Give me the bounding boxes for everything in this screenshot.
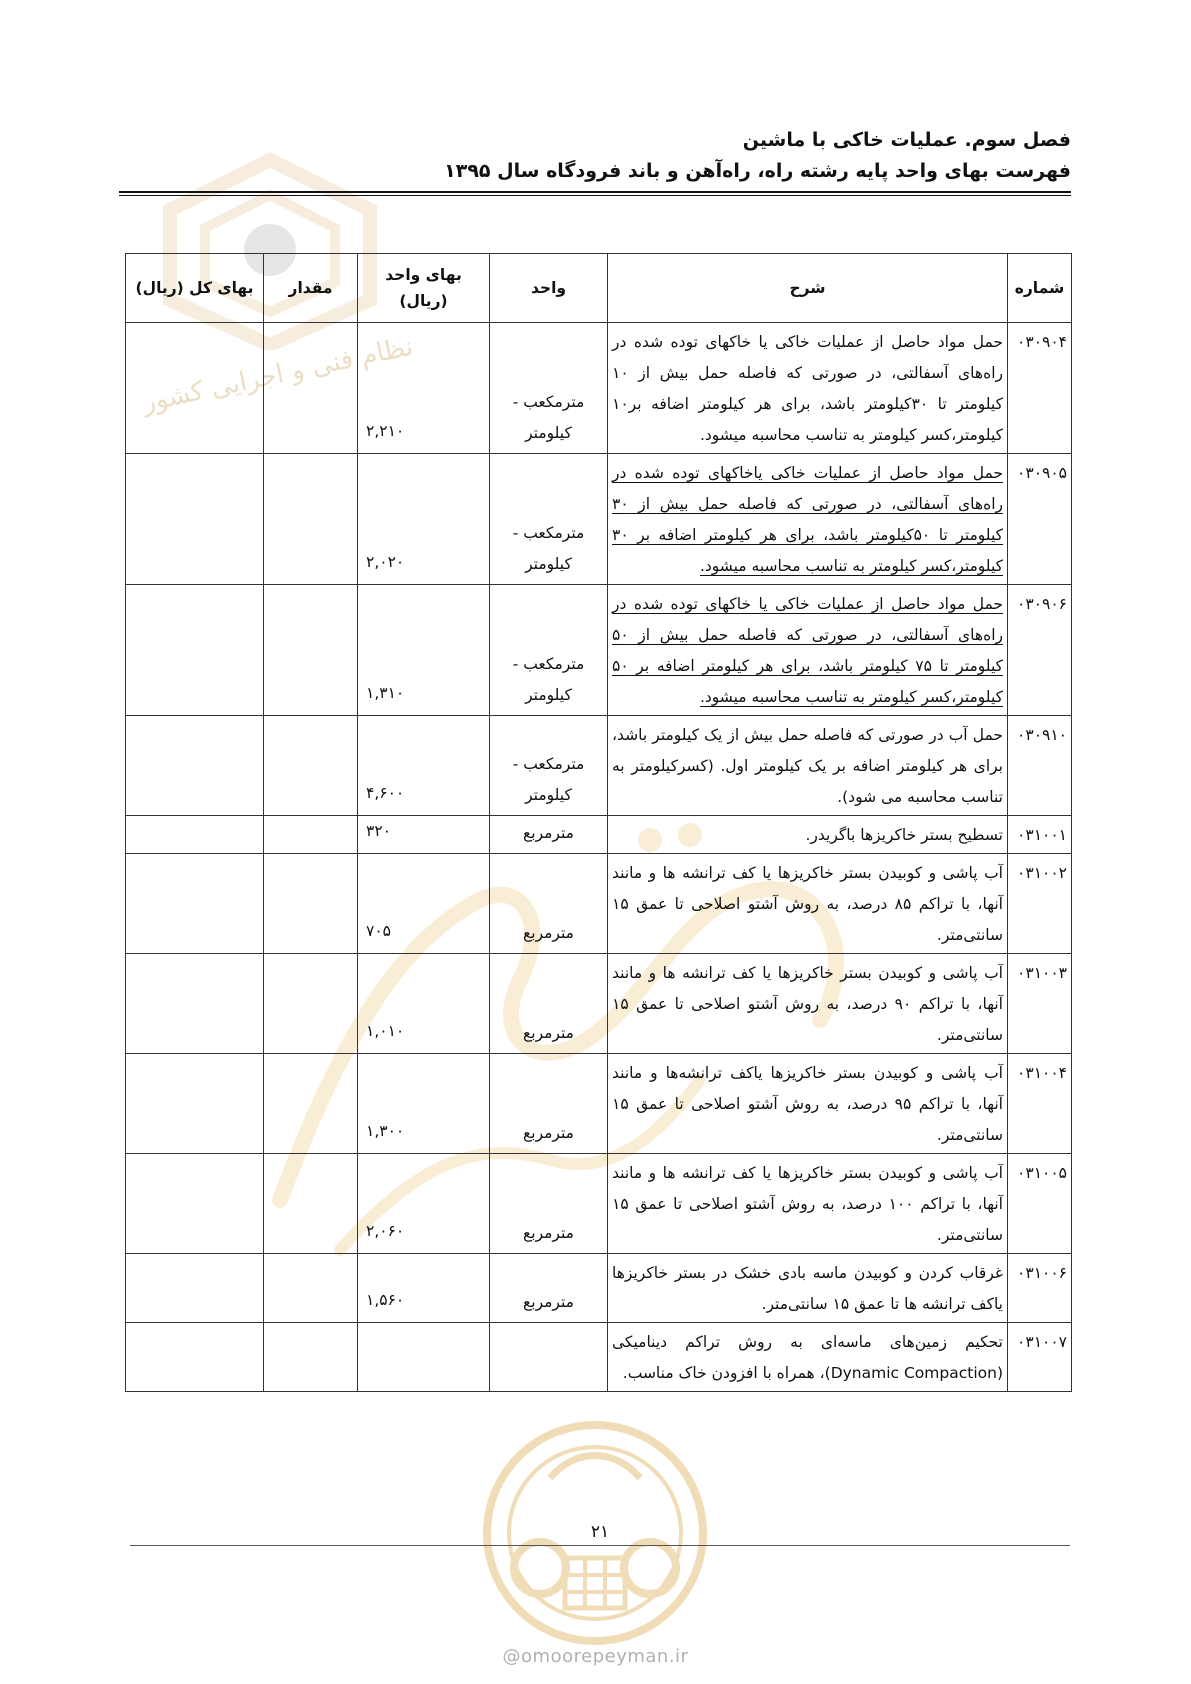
row-unit (490, 1323, 608, 1392)
row-description (608, 1054, 1008, 1154)
row-description (608, 954, 1008, 1054)
row-unit-text: مترمربع (523, 924, 574, 942)
row-code (1008, 1323, 1072, 1392)
row-unit (490, 854, 608, 954)
page-number: ۲۱ (590, 1522, 610, 1542)
row-description-text: آب پاشی و کوبیدن بستر خاکریزها یا کف ترانشه ها و مانند آنها، با تراکم ۱۰۰ درصد، به روش آشتو اصلاحی تا عمق ۱۵ سانتی‌متر. (612, 1164, 1003, 1244)
row-total (126, 1154, 264, 1254)
row-code (1008, 1154, 1072, 1254)
row-description (608, 1154, 1008, 1254)
row-quantity (264, 1154, 358, 1254)
row-total (126, 716, 264, 816)
row-unit (490, 716, 608, 816)
table-row (126, 1054, 1072, 1154)
row-unit (490, 954, 608, 1054)
table-row (126, 1254, 1072, 1323)
header-divider (119, 191, 1071, 193)
row-code (1008, 954, 1072, 1054)
row-unit-price-text: ۲,۰۲۰ (366, 553, 405, 571)
row-code-text: ۰۳۱۰۰۷ (1017, 1333, 1067, 1351)
row-unit-price-text: ۳۲۰ (366, 822, 391, 840)
header-unit-price-currency: (ریال) (399, 292, 448, 310)
table-row (126, 954, 1072, 1054)
row-unit-text: مترمکعب - کیلومتر (512, 655, 585, 704)
row-description (608, 323, 1008, 454)
page-header (121, 126, 1071, 186)
header-quantity: مقدار (264, 254, 358, 323)
table-header-row (126, 254, 1072, 323)
row-unit-price (358, 454, 490, 585)
header-code: شماره (1008, 254, 1072, 323)
row-unit (490, 1054, 608, 1154)
row-unit-text: مترمربع (523, 824, 574, 842)
row-code (1008, 323, 1072, 454)
row-unit (490, 1154, 608, 1254)
row-unit-price (358, 323, 490, 454)
row-code-text: ۰۳۱۰۰۱ (1017, 826, 1067, 844)
row-description-text: تحکیم زمین‌های ماسه‌ای به روش تراکم دینامیکی (Dynamic Compaction)، همراه با افزودن خاک مناسب. (612, 1333, 1003, 1382)
table-row (126, 1323, 1072, 1392)
row-quantity (264, 454, 358, 585)
row-quantity (264, 1323, 358, 1392)
row-total (126, 816, 264, 854)
row-description-text: آب پاشی و کوبیدن بستر خاکریزها یاکف ترانشه‌ها و مانند آنها، با تراکم ۹۵ درصد، به روش آشتو اصلاحی تا عمق ۱۵ سانتی‌متر. (612, 1064, 1003, 1144)
row-unit-price-text: ۴,۶۰۰ (366, 784, 405, 802)
watermark-text: نظام فنی و اجرایی کشور (139, 331, 416, 419)
row-code-text: ۰۳۰۹۰۴ (1017, 333, 1067, 351)
row-unit-price-text: ۷۰۵ (366, 922, 391, 940)
row-description-text: آب پاشی و کوبیدن بستر خاکریزها یا کف ترانشه ها و مانند آنها، با تراکم ۸۵ درصد، به روش آشتو اصلاحی تا عمق ۱۵ سانتی‌متر. (612, 864, 1003, 944)
row-quantity (264, 585, 358, 716)
row-description (608, 454, 1008, 585)
row-description (608, 854, 1008, 954)
row-code-text: ۰۳۰۹۰۵ (1017, 464, 1067, 482)
row-code-text: ۰۳۱۰۰۲ (1017, 864, 1067, 882)
row-unit-price (358, 954, 490, 1054)
row-total (126, 1254, 264, 1323)
header-unit-price (358, 254, 490, 323)
header-unit-price-label: بهای واحد (385, 266, 462, 284)
row-code-text: ۰۳۱۰۰۴ (1017, 1064, 1067, 1082)
row-unit-text: مترمربع (523, 1024, 574, 1042)
header-divider-thin (119, 195, 1071, 196)
row-unit-price (358, 854, 490, 954)
row-description-text: حمل مواد حاصل از عملیات خاکی یاخاکهای توده شده در راه‌های آسفالتی، در صورتی که فاصله حمل بیش از ۳۰ کیلومتر تا ۵۰کیلومتر باشد، برای هر کیلومتر اضافه بر ۳۰ کیلومتر،کسر کیلومتر به تناسب محاسبه میشود. (612, 464, 1003, 575)
row-unit-price-text: ۱,۵۶۰ (366, 1291, 405, 1309)
row-total (126, 454, 264, 585)
row-unit-text: مترمربع (523, 1124, 574, 1142)
table-body (126, 323, 1072, 1392)
row-unit-price (358, 1054, 490, 1154)
row-unit (490, 454, 608, 585)
row-quantity (264, 1254, 358, 1323)
row-description-text: تسطیح بستر خاکریزها باگریدر. (805, 826, 1003, 844)
row-unit-price (358, 1254, 490, 1323)
header-description: شرح (608, 254, 1008, 323)
row-quantity (264, 816, 358, 854)
row-description (608, 1323, 1008, 1392)
row-unit-text: مترمکعب - کیلومتر (512, 755, 585, 804)
row-unit (490, 816, 608, 854)
table-row (126, 816, 1072, 854)
row-quantity (264, 1054, 358, 1154)
row-total (126, 585, 264, 716)
row-description-text: حمل مواد حاصل از عملیات خاکی یا خاکهای توده شده در راه‌های آسفالتی، در صورتی که فاصله حمل بیش از ۵۰ کیلومتر تا ۷۵ کیلومتر باشد، برای هر کیلومتر اضافه بر ۵۰ کیلومتر،کسر کیلومتر به تناسب محاسبه میشود. (612, 595, 1003, 706)
table-row (126, 585, 1072, 716)
row-code-text: ۰۳۰۹۰۶ (1017, 595, 1067, 613)
price-table (125, 253, 1072, 1392)
row-unit-price-text: ۲,۰۶۰ (366, 1222, 405, 1240)
row-unit-price (358, 1323, 490, 1392)
row-total (126, 954, 264, 1054)
row-description (608, 1254, 1008, 1323)
chapter-title: فصل سوم. عملیات خاکی با ماشین (742, 129, 1071, 151)
row-description (608, 585, 1008, 716)
row-code-text: ۰۳۱۰۰۵ (1017, 1164, 1067, 1182)
row-code (1008, 1254, 1072, 1323)
row-description (608, 716, 1008, 816)
header-unit: واحد (490, 254, 608, 323)
row-unit-price-text: ۱,۳۰۰ (366, 1122, 405, 1140)
site-watermark: @omoorepeyman.ir (502, 1646, 689, 1667)
row-description-text: آب پاشی و کوبیدن بستر خاکریزها یا کف ترانشه ها و مانند آنها، با تراکم ۹۰ درصد، به روش آشتو اصلاحی تا عمق ۱۵ سانتی‌متر. (612, 964, 1003, 1044)
row-unit-text: مترمکعب - کیلومتر (512, 393, 585, 442)
row-quantity (264, 323, 358, 454)
row-total (126, 323, 264, 454)
row-unit-text: مترمربع (523, 1224, 574, 1242)
row-unit-price-text: ۱,۰۱۰ (366, 1022, 405, 1040)
row-unit-price-text: ۲,۲۱۰ (366, 422, 405, 440)
row-unit (490, 323, 608, 454)
table-row (126, 1154, 1072, 1254)
row-unit (490, 585, 608, 716)
row-quantity (264, 954, 358, 1054)
table-row (126, 716, 1072, 816)
row-description-text: حمل مواد حاصل از عملیات خاکی یا خاکهای توده شده در راه‌های آسفالتی، در صورتی که فاصله حمل بیش از ۱۰ کیلومتر تا ۳۰کیلومتر باشد، برای هر کیلومتر اضافه بر۱۰ کیلومتر،کسر کیلومتر به تناسب محاسبه میشود. (612, 333, 1003, 444)
row-code (1008, 585, 1072, 716)
row-unit (490, 1254, 608, 1323)
row-total (126, 854, 264, 954)
row-code-text: ۰۳۰۹۱۰ (1017, 726, 1067, 744)
header-total: بهای کل (ریال) (126, 254, 264, 323)
row-code (1008, 1054, 1072, 1154)
row-description (608, 816, 1008, 854)
row-unit-price (358, 816, 490, 854)
row-description-text: حمل آب در صورتی که فاصله حمل بیش از یک کیلومتر باشد، برای هر کیلومتر اضافه بر یک کیلومتر اول. (کسرکیلومتر به تناسب محاسبه می شود). (612, 726, 1003, 806)
footer-divider (130, 1545, 1070, 1546)
row-code (1008, 816, 1072, 854)
row-code-text: ۰۳۱۰۰۳ (1017, 964, 1067, 982)
row-code (1008, 454, 1072, 585)
row-unit-price (358, 716, 490, 816)
row-total (126, 1054, 264, 1154)
row-total (126, 1323, 264, 1392)
table-row (126, 454, 1072, 585)
row-unit-price (358, 1154, 490, 1254)
row-code (1008, 716, 1072, 816)
price-list-title: فهرست بهای واحد پایه رشته راه، راه‌آهن و باند فرودگاه سال ۱۳۹۵ (444, 160, 1071, 182)
table-row (126, 854, 1072, 954)
table-row (126, 323, 1072, 454)
row-description-text: غرقاب کردن و کوبیدن ماسه بادی خشک در بستر خاکریزها یاکف ترانشه ها تا عمق ۱۵ سانتی‌متر. (612, 1264, 1003, 1313)
row-unit-price (358, 585, 490, 716)
row-unit-text: مترمربع (523, 1293, 574, 1311)
row-unit-price-text: ۱,۳۱۰ (366, 684, 405, 702)
row-quantity (264, 854, 358, 954)
row-quantity (264, 716, 358, 816)
row-code-text: ۰۳۱۰۰۶ (1017, 1264, 1067, 1282)
row-code (1008, 854, 1072, 954)
row-unit-text: مترمکعب - کیلومتر (512, 524, 585, 573)
